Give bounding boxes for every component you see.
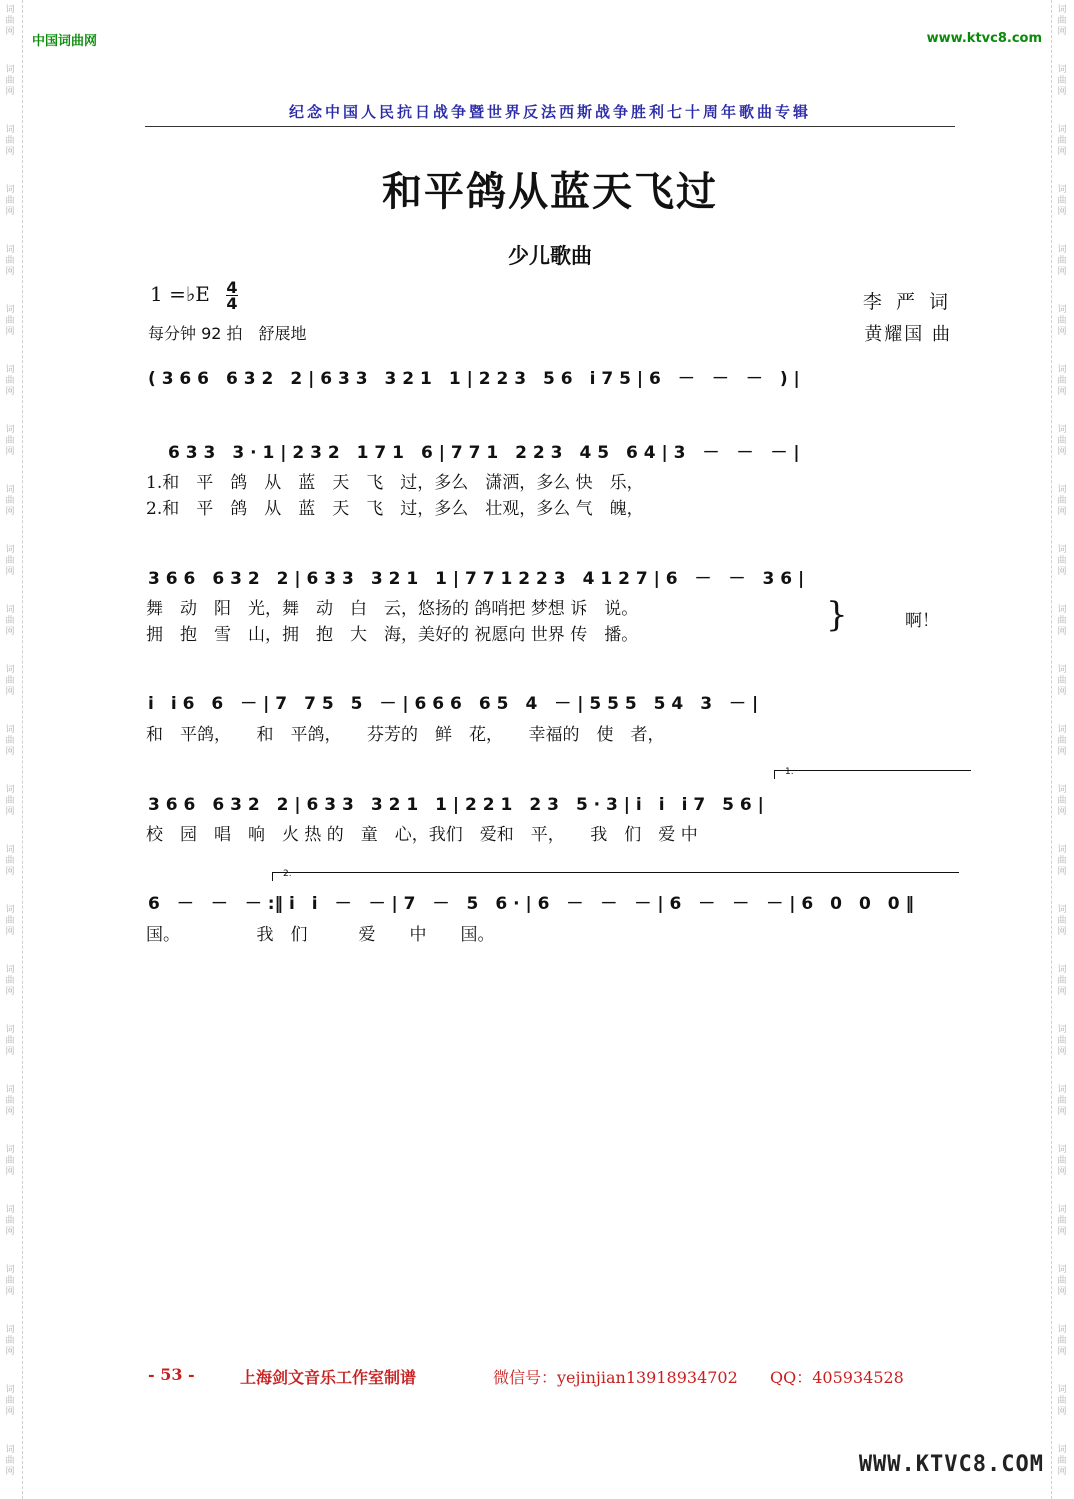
lyric-row-6: 国。 我 们 爱 中 国。 [146, 925, 495, 945]
watermark-text: 词 曲 网 [5, 1325, 15, 1357]
watermark-text: 词 曲 网 [1057, 845, 1067, 877]
watermark-text: 词 曲 网 [5, 425, 15, 457]
watermark-text: 词 曲 网 [5, 1145, 15, 1177]
lyric-row-3-verse-2: 拥 抱 雪 山，拥 抱 大 海，美好的 祝愿向 世界 传 播。 [146, 625, 639, 645]
header-divider [145, 126, 955, 127]
key-signature: 1 =♭E [150, 282, 210, 306]
watermark-text: 词 曲 网 [1057, 1385, 1067, 1417]
site-url-link[interactable]: www.ktvc8.com [926, 31, 1042, 46]
watermark-text: 词 曲 网 [5, 845, 15, 877]
watermark-text: 词 曲 网 [5, 185, 15, 217]
lyric-row-5: 校 园 唱 响 火 热 的 童 心，我们 爱和 平， 我 们 爱 中 [146, 825, 698, 845]
page-number: - 53 - [148, 1365, 195, 1384]
lyric-row-2-verse-2: 2.和 平 鸽 从 蓝 天 飞 过，多么 壮观，多么 气 魄， [146, 499, 644, 519]
watermark-text: 词 曲 网 [5, 1385, 15, 1417]
score-row-5: 3 6 6 6 3 2 2 | 6 3 3 3 2 1 1 | 2 2 1 2 3 5 · 3 | i i i 7 5 6 | [148, 795, 764, 815]
watermark-text: 词 曲 网 [5, 245, 15, 277]
watermark-text: 词 曲 网 [5, 365, 15, 397]
watermark-text: 词 曲 网 [5, 65, 15, 97]
score-row-4: i i 6 6 － | 7 7 5 5 － | 6 6 6 6 5 4 － | 5 5 5 5 4 3 － | [148, 694, 759, 714]
watermark-text: 词 曲 网 [1057, 785, 1067, 817]
watermark-text: 词 曲 网 [5, 905, 15, 937]
watermark-text: 词 曲 网 [1057, 1265, 1067, 1297]
volta-1-label: 1. [785, 767, 794, 777]
watermark-text: 词 曲 网 [5, 485, 15, 517]
watermark-text: 词 曲 网 [1057, 1205, 1067, 1237]
watermark-text: 词 曲 网 [5, 1205, 15, 1237]
watermark-text: 词 曲 网 [1057, 425, 1067, 457]
watermark-text: 词 曲 网 [1057, 1025, 1067, 1057]
watermark-text: 词 曲 网 [5, 5, 15, 37]
watermark-text: 词 曲 网 [1057, 65, 1067, 97]
watermark-text: 词 曲 网 [1057, 965, 1067, 997]
left-watermark-strip [0, 0, 23, 1499]
right-watermark-strip [1051, 0, 1074, 1499]
score-row-intro: ( 3 6 6 6 3 2 2 | 6 3 3 3 2 1 1 | 2 2 3 5 6 i 7 5 | 6 － － － ) | [148, 369, 800, 389]
watermark-text: 词 曲 网 [5, 1025, 15, 1057]
watermark-text: 词 曲 网 [5, 785, 15, 817]
watermark-text: 词 曲 网 [5, 1265, 15, 1297]
volta-2-bracket [272, 869, 959, 881]
time-signature [226, 280, 238, 311]
watermark-text: 词 曲 网 [5, 545, 15, 577]
watermark-text: 词 曲 网 [1057, 1145, 1067, 1177]
tempo-marking: 每分钟 92 拍 舒展地 [148, 324, 307, 343]
watermark-text: 词 曲 网 [5, 665, 15, 697]
volta-2-label: 2. [283, 869, 292, 879]
watermark-text: 词 曲 网 [5, 605, 15, 637]
lyric-ah: 啊！ [905, 611, 939, 631]
watermark-text: 词 曲 网 [1057, 1325, 1067, 1357]
watermark-text: 词 曲 网 [1057, 365, 1067, 397]
watermark-text: 词 曲 网 [1057, 125, 1067, 157]
watermark-text: 词 曲 网 [5, 725, 15, 757]
watermark-text: 词 曲 网 [1057, 725, 1067, 757]
lyric-row-4: 和 平鸽， 和 平鸽， 芬芳的 鲜 花， 幸福的 使 者， [146, 725, 665, 745]
lyric-row-3-verse-1: 舞 动 阳 光，舞 动 白 云，悠扬的 鸽哨把 梦想 诉 说。 [146, 599, 639, 619]
qq-contact: QQ：405934528 [770, 1368, 904, 1387]
score-row-6: 6 － － － :‖ i i － － | 7 － 5 6 · | 6 － － － | 6 － － － | 6 0 0 0 ‖ [148, 894, 915, 914]
lyric-row-2-verse-1: 1.和 平 鸽 从 蓝 天 飞 过，多么 潇洒，多么 快 乐， [146, 473, 644, 493]
composer-credit: 黄耀国 曲 [864, 324, 952, 345]
watermark-text: 词 曲 网 [1057, 905, 1067, 937]
volta-1-bracket [774, 767, 971, 779]
watermark-text: 词 曲 网 [1057, 245, 1067, 277]
score-row-2: 6 3 3 3 · 1 | 2 3 2 1 7 1 6 | 7 7 1 2 2 3 4 5 6 4 | 3 － － － | [168, 443, 800, 463]
watermark-text: 词 曲 网 [5, 1085, 15, 1117]
studio-credit: 上海剑文音乐工作室制谱 [240, 1368, 417, 1387]
site-name-link[interactable]: 中国词曲网 [32, 34, 98, 49]
song-title: 和平鸽从蓝天飞过 [382, 169, 718, 215]
wechat-contact: 微信号：yejinjian13918934702 [493, 1368, 738, 1387]
watermark-text: 词 曲 网 [1057, 1085, 1067, 1117]
album-banner: 纪念中国人民抗日战争暨世界反法西斯战争胜利七十周年歌曲专辑 [288, 103, 811, 121]
watermark-text: 词 曲 网 [5, 305, 15, 337]
watermark-text: 词 曲 网 [1057, 545, 1067, 577]
watermark-text: 词 曲 网 [1057, 485, 1067, 517]
watermark-text: 词 曲 网 [1057, 605, 1067, 637]
watermark-text: 词 曲 网 [5, 1445, 15, 1477]
site-logo: WWW.KTVC8.COM [858, 1452, 1044, 1477]
watermark-text: 词 曲 网 [5, 125, 15, 157]
watermark-text: 词 曲 网 [5, 965, 15, 997]
watermark-text: 词 曲 网 [1057, 305, 1067, 337]
song-subtitle: 少儿歌曲 [508, 244, 592, 268]
lyricist-credit: 李 严 词 [862, 291, 952, 313]
time-signature-bottom: 4 [226, 294, 238, 313]
watermark-text: 词 曲 网 [1057, 1445, 1067, 1477]
watermark-text: 词 曲 网 [1057, 5, 1067, 37]
watermark-text: 词 曲 网 [1057, 665, 1067, 697]
time-signature-top: 4 [226, 278, 238, 297]
score-row-3: 3 6 6 6 3 2 2 | 6 3 3 3 2 1 1 | 7 7 1 2 2 3 4 1 2 7 | 6 － － 3 6 | [148, 569, 805, 589]
verse-brace: } [826, 595, 848, 635]
watermark-text: 词 曲 网 [1057, 185, 1067, 217]
